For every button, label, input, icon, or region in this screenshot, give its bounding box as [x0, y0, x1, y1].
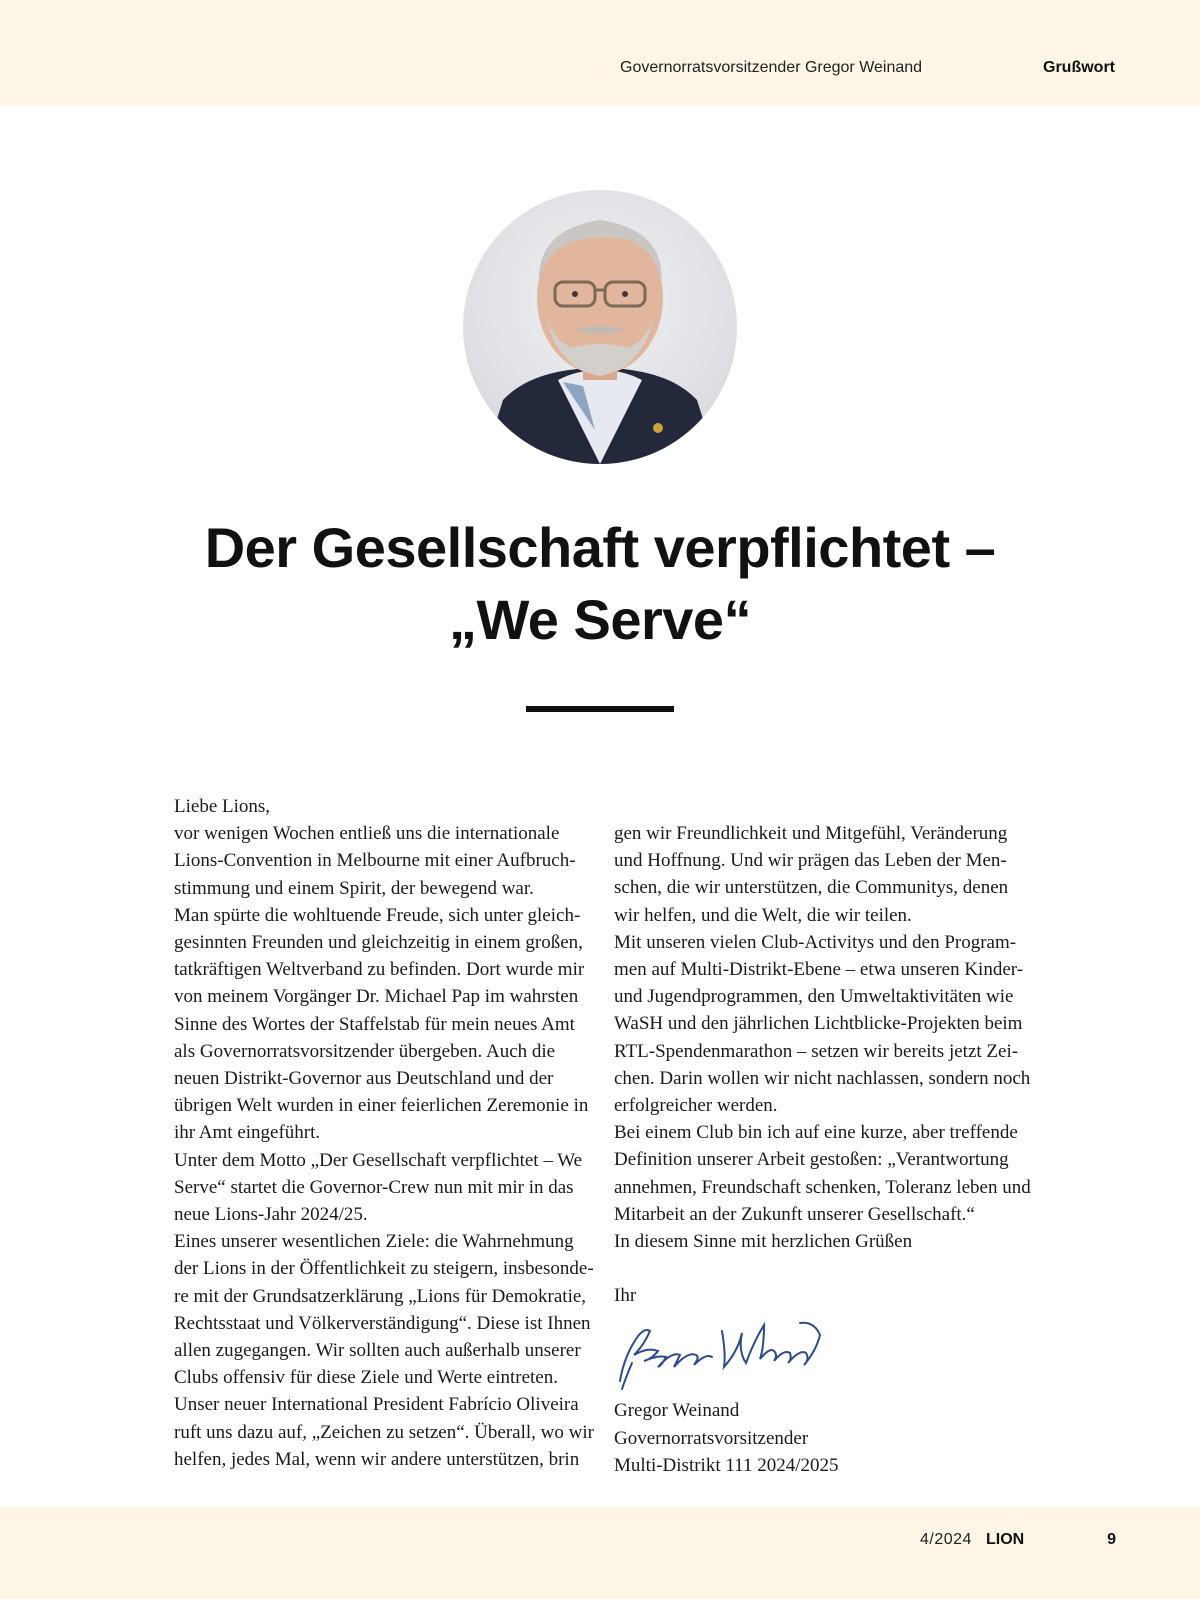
signer-name: Gregor Weinand — [614, 1400, 740, 1422]
body-paragraph: Liebe Lions, — [174, 796, 271, 817]
header-band — [0, 0, 1200, 106]
body-paragraph: Unser neuer International President Fabrício Oliveira ruft uns dazu auf, „Zeichen zu setzen“. Überall, wo wir helfen, jedes Mal, wenn wir andere unterstützen, brin — [174, 1394, 594, 1470]
body-column-left — [174, 793, 594, 1473]
author-portrait — [463, 190, 737, 464]
signer-role: Governorratsvorsitzender — [614, 1427, 809, 1449]
body-paragraph: Mit unseren vielen Club-Activitys und den Programmen auf Multi-Distrikt-Ebene – etwa unseren Kinder- und Jugendprogrammen, den Umweltaktivitäten wie WaSH und den jährlichen Lichtblicke-Projekten beim RTL-Spendenmarathon – setzen wir bereits jetzt Zeichen. Darin wollen wir nicht nachlassen, sondern noch erfolgreicher werden. — [614, 931, 1031, 1117]
body-paragraph: Unter dem Motto „Der Gesellschaft verpflichtet – We Serve“ startet die Governor-Crew nun mit mir in das neue Lions-Jahr 2024/25. — [174, 1149, 583, 1226]
body-paragraph: Bei einem Club bin ich auf eine kurze, aber treffende Definition unserer Arbeit gestoßen: „Verantwortung annehmen, Freundschaft schenken, Toleranz leben und Mitarbeit an der Zukunft unserer Gesellschaft.“ — [614, 1122, 1031, 1225]
body-column-right — [614, 820, 1034, 1479]
body-paragraph: gen wir Freundlichkeit und Mitgefühl, Veränderung und Hoffnung. Und wir prägen das Leben der Menschen, die wir unterstützen, die Communitys, denen wir helfen, und die Welt, die wir teilen. — [614, 823, 1009, 926]
footer-magazine-name: LION — [986, 1531, 1025, 1548]
signer-district: Multi-Distrikt 111 2024/2025 — [614, 1454, 839, 1476]
body-paragraph: Man spürte die wohltuende Freude, sich unter gleichgesinnten Freunden und gleichzeitig in einem großen, tatkräftigen Weltverband zu befinden. Dort wurde mir von meinem Vorgänger Dr. Michael Pap im wahrsten Sinne des Wortes der Staffelstab für mein neues Amt als Governorratsvorsitzender übergeben. Auch die neuen Distrikt-Governor aus Deutschland und der übrigen Welt wurden in einer feierlichen Zeremonie in ihr Amt eingeführt. — [174, 904, 589, 1144]
signature-image — [614, 1311, 824, 1393]
body-paragraph: vor wenigen Wochen entließ uns die internationale Lions-Convention in Melbourne mit einer Aufbruchstimmung und einem Spirit, der bewegend war. — [174, 823, 576, 899]
portrait-illustration — [463, 190, 737, 464]
body-paragraph: Eines unserer wesentlichen Ziele: die Wahrnehmung der Lions in der Öffentlichkeit zu steigern, insbesondere mit der Grundsatzerklärung „Lions für Demokratie, Rechtsstaat und Völkerverständigung“. Diese ist Ihnen allen zugegangen. Wir sollten auch außerhalb unserer Clubs offensiv für diese Ziele und Werte eintreten. — [174, 1231, 594, 1389]
article-title-line-2: „We Serve“ — [448, 588, 752, 651]
footer-band — [0, 1507, 1200, 1599]
article-title-line-1: Der Gesellschaft verpflichtet – — [204, 516, 996, 579]
article-title — [100, 512, 1100, 656]
header-section-title: Governorratsvorsitzender Gregor Weinand — [620, 59, 923, 76]
header-category: Grußwort — [1043, 59, 1115, 76]
title-divider — [526, 706, 674, 712]
body-paragraph: In diesem Sinne mit herzlichen Grüßen — [614, 1231, 913, 1253]
footer-page-number: 9 — [1107, 1531, 1116, 1548]
footer-issue-number: 4/2024 — [920, 1531, 972, 1548]
paragraph-spacer — [614, 1255, 1034, 1282]
closing-word: Ihr — [614, 1285, 637, 1307]
